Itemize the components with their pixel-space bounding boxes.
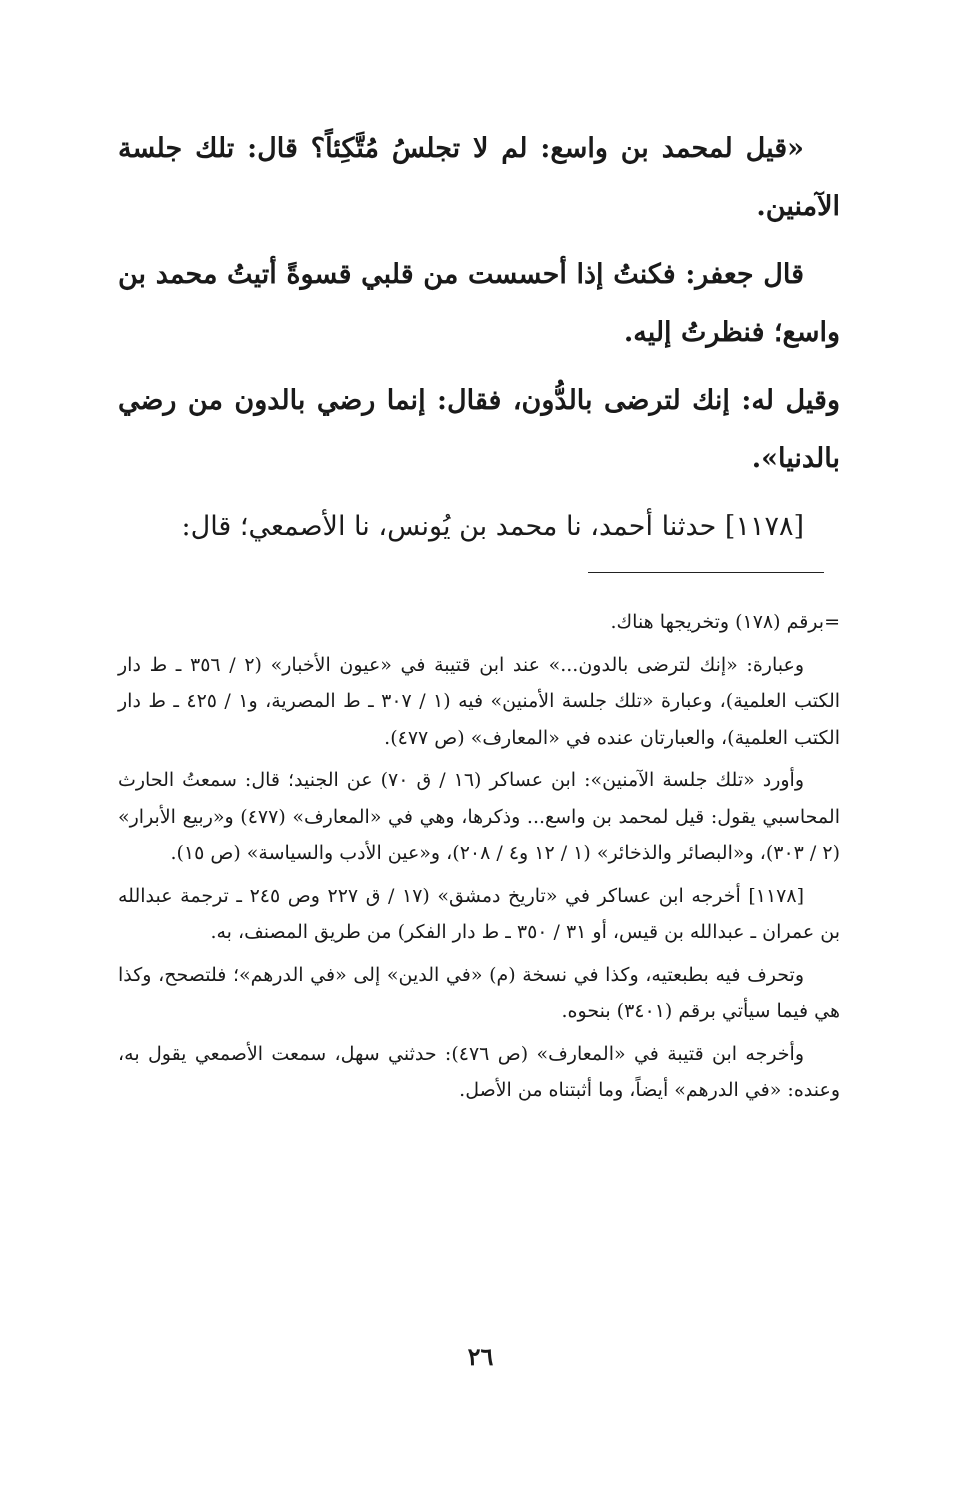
main-text: [118, 120, 840, 566]
footnote-paragraph: وعبارة: «إنك لترضى بالدون...» عند ابن قتيبة في «عيون الأخبار» (٢ / ٣٥٦ ـ ط دار الكتب العلمية)، وعبارة «تلك جلسة الأمنين» فيه (١ / ٣٠٧ ـ ط المصرية، و١ / ٤٢٥ ـ ط دار الكتب العلمية)، والعبارتان عنده في «المعارف» (ص ٤٧٧).: [118, 653, 841, 749]
main-paragraph: «قيل لمحمد بن واسع: لم لا تجلسُ مُتَّكِئاً؟ قال: تلك جلسة الآمنين.: [118, 133, 840, 222]
main-paragraph: قال جعفر: فكنتُ إذا أحسست من قلبي قسوةً أتيتُ محمد بن واسع؛ فنظرتُ إليه.: [118, 259, 840, 348]
footnote-paragraph: =برقم (١٧٨) وتخريجها هناك.: [610, 611, 840, 633]
footnotes: [118, 604, 840, 1115]
footnote-paragraph: وتحرف فيه بطبعتيه، وكذا في نسخة (م) «في الدين» إلى «في الدرهم»؛ فلتصحح، وكذا هي فيما سيأتي برقم (٣٤٠١) بنحوه.: [118, 963, 840, 1022]
hadith-narration: [١١٧٨] حدثنا أحمد، نا محمد بن يُونس، نا الأصمعي؛ قال:: [181, 511, 804, 542]
footnote-paragraph: وأخرجه ابن قتيبة في «المعارف» (ص ٤٧٦): حدثني سهل، سمعت الأصمعي يقول به، وعنده: «في الدرهم» أيضاً، وما أثبتناه من الأصل.: [118, 1042, 840, 1101]
page-number: ٢٦: [467, 1342, 494, 1371]
footnote-divider: [588, 572, 824, 573]
footnote-paragraph: وأورد «تلك جلسة الآمنين»: ابن عساكر (١٦ / ق ٧٠) عن الجنيد؛ قال: سمعتُ الحارث المحاسبي يقول: قيل لمحمد بن واسع... وذكرها، وهي في «المعارف» (٤٧٧) و«ربيع الأبرار» (٢ / ٣٠٣)، و«البصائر والذخائر» (١ / ١٢ و٤ / ٢٠٨)، و«عين الأدب والسياسة» (ص ١٥).: [118, 769, 840, 864]
footnote-paragraph: [١١٧٨] أخرجه ابن عساكر في «تاريخ دمشق» (١٧ / ق ٢٢٧ وص ٢٤٥ ـ ترجمة عبدالله بن عمران ـ عبدالله بن قيس، أو ٣١ / ٣٥٠ ـ ط دار الفكر) من طريق المصنف، به.: [118, 884, 840, 943]
main-paragraph: وقيل له: إنك لترضى بالدُّون، فقال: إنما رضي بالدون من رضي بالدنيا».: [118, 385, 840, 474]
